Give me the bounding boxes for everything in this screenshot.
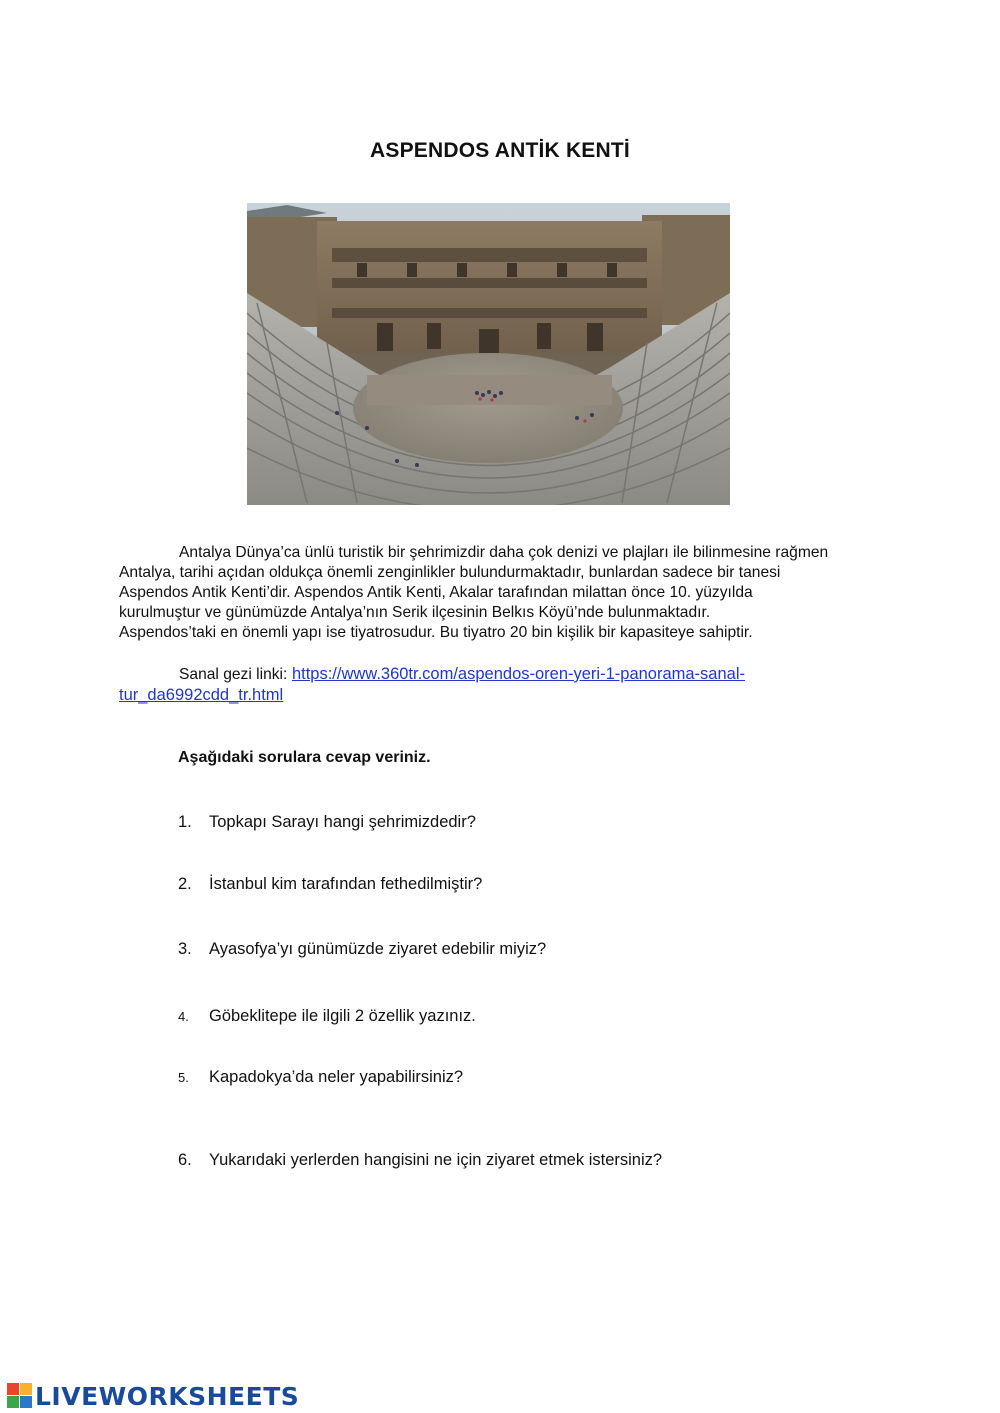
question-text: Göbeklitepe ile ilgili 2 özellik yazınız. xyxy=(209,1007,476,1025)
virtual-tour-label: Sanal gezi linki: xyxy=(179,666,288,683)
intro-paragraph xyxy=(119,543,884,643)
question-number: 6. xyxy=(178,1151,192,1169)
question-text: Topkapı Sarayı hangi şehrimizdedir? xyxy=(209,813,476,831)
paragraph-line-4: kurulmuştur ve günümüzde Antalya’nın Serik ilçesinin Belkıs Köyü’nde bulunmaktadır. xyxy=(119,604,711,621)
question-item xyxy=(178,1068,463,1087)
question-item xyxy=(178,1007,476,1026)
paragraph-line-3: Aspendos Antik Kenti’dir. Aspendos Antik Kenti, Akalar tarafından milattan önce 10. yüzyılda xyxy=(119,584,753,601)
paragraph-line-5: Aspendos’taki en önemli yapı ise tiyatrosudur. Bu tiyatro 20 bin kişilik bir kapasiteye sahiptir. xyxy=(119,624,753,641)
question-item xyxy=(178,875,482,894)
page-title: ASPENDOS ANTİK KENTİ xyxy=(370,139,630,162)
virtual-tour-url-part2: tur_da6992cdd_tr.html xyxy=(119,686,284,704)
question-number: 4. xyxy=(178,1009,189,1024)
virtual-tour-line xyxy=(119,664,884,706)
brand-text: LIVEWORKSHEETS xyxy=(35,1382,300,1411)
liveworksheets-logo xyxy=(7,1382,299,1411)
question-text: İstanbul kim tarafından fethedilmiştir? xyxy=(209,875,483,893)
question-text: Yukarıdaki yerlerden hangisini ne için ziyaret etmek istersiniz? xyxy=(209,1151,663,1169)
question-number: 1. xyxy=(178,813,192,831)
liveworksheets-logo-icon xyxy=(7,1383,33,1409)
question-number: 3. xyxy=(178,940,192,958)
question-number: 5. xyxy=(178,1070,189,1085)
question-item xyxy=(178,813,476,832)
aspendos-theatre-photo xyxy=(247,203,730,505)
question-text: Ayasofya’yı günümüzde ziyaret edebilir miyiz? xyxy=(209,940,547,958)
paragraph-line-2: Antalya, tarihi açıdan oldukça önemli zenginlikler bulundurmaktadır, bunlardan sadece bir tanesi xyxy=(119,564,781,581)
virtual-tour-url-part1: https://www.360tr.com/aspendos-oren-yeri-1-panorama-sanal- xyxy=(291,665,745,683)
question-number: 2. xyxy=(178,875,192,893)
paragraph-line-1: Antalya Dünya’ca ünlü turistik bir şehrimizdir daha çok denizi ve plajları ile bilinmesine rağmen xyxy=(179,544,829,561)
question-text: Kapadokya’da neler yapabilirsiniz? xyxy=(209,1068,464,1086)
instructions-heading: Aşağıdaki sorulara cevap veriniz. xyxy=(178,749,431,766)
question-item xyxy=(178,1151,662,1170)
question-item xyxy=(178,940,546,959)
